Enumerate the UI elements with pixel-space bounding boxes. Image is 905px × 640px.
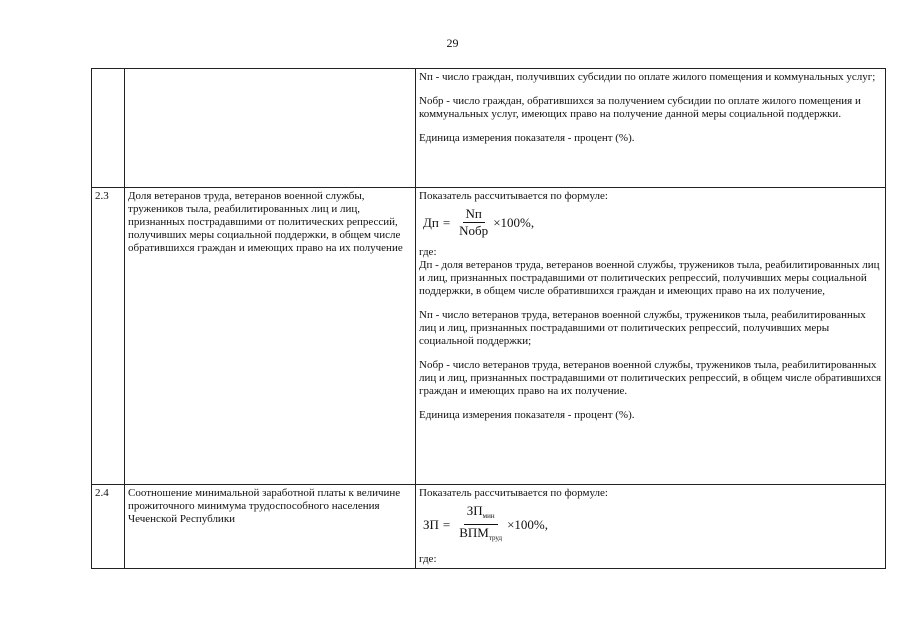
indicator-name-cell (125, 69, 416, 188)
formula-intro: Показатель рассчитывается по формуле: (419, 487, 608, 499)
table-row (92, 69, 886, 188)
row-number-cell: 2.3 (92, 188, 125, 485)
definition-np: Nп - число ветеранов труда, ветеранов военной службы, тружеников тыла, реабилитированных лиц и лиц, признанных пострадавшими от политических репрессий, получивших меры социальной поддержки; (419, 309, 866, 347)
method-cell (416, 485, 886, 569)
unit-of-measure: Единица измерения показателя - процент (%). (419, 132, 635, 144)
row-number-cell: 2.4 (92, 485, 125, 569)
fraction-numerator: Nп (463, 207, 485, 223)
formula-lhs: Дп (423, 215, 439, 230)
formula-multiplier: ×100%, (507, 517, 548, 532)
fraction-denominator (456, 525, 505, 545)
formula-equals: = (442, 215, 451, 230)
unit-of-measure: Единица измерения показателя - процент (%). (419, 409, 635, 421)
formula-intro: Показатель рассчитывается по формуле: (419, 190, 608, 202)
formula-fraction (456, 504, 505, 545)
where-label: где: (419, 553, 437, 565)
definition-np: Nп - число граждан, получивших субсидии по оплате жилого помещения и коммунальных услуг; (419, 71, 876, 83)
denominator-subscript: труд (488, 534, 503, 542)
numerator-main: ЗП (466, 503, 483, 518)
indicator-name-cell: Доля ветеранов труда, ветеранов военной службы, тружеников тыла, реабилитированных лиц и лиц, признанных пострадавшими от политических репрессий, получивших меры социальной поддержки, в общем числе обратившихся граждан и имеющих право на их получение (125, 188, 416, 485)
method-cell (416, 69, 886, 188)
definition-nobr: Nобр - число ветеранов труда, ветеранов военной службы, тружеников тыла, реабилитированных лиц и лиц, признанных пострадавшими от политических репрессий, в общем числе обратившихся граждан и имеющих право на их получение. (419, 359, 882, 397)
denominator-main: ВПМ (459, 525, 489, 540)
table-row (92, 188, 886, 485)
formula-multiplier: ×100%, (493, 215, 535, 230)
method-cell (416, 188, 886, 485)
where-label: где: (419, 246, 437, 258)
formula-fraction (456, 207, 491, 238)
fraction-denominator: Nобр (459, 223, 489, 238)
indicator-table (91, 68, 886, 569)
row-number-cell (92, 69, 125, 188)
numerator-subscript: мин (482, 512, 495, 520)
indicator-name-cell: Соотношение минимальной заработной платы к величине прожиточного минимума трудоспособного населения Чеченской Республики (125, 485, 416, 569)
definition-dp: Дп - доля ветеранов труда, ветеранов военной службы, тружеников тыла, реабилитированных лиц и лиц, признанных пострадавшими от политических репрессий, получивших меры социальной поддержки, в общем числе обратившихся граждан и имеющих право на их получение, (419, 259, 880, 297)
page-number: 29 (446, 36, 459, 50)
fraction-numerator (464, 504, 498, 525)
formula-zp (423, 504, 882, 545)
formula-lhs: ЗП (423, 517, 439, 532)
formula-equals: = (442, 517, 451, 532)
formula-dp (423, 207, 882, 238)
table-row (92, 485, 886, 569)
definition-nobr: Nобр - число граждан, обратившихся за получением субсидии по оплате жилого помещения и коммунальных услуг, имеющих право на получение данной меры социальной поддержки. (419, 95, 861, 120)
